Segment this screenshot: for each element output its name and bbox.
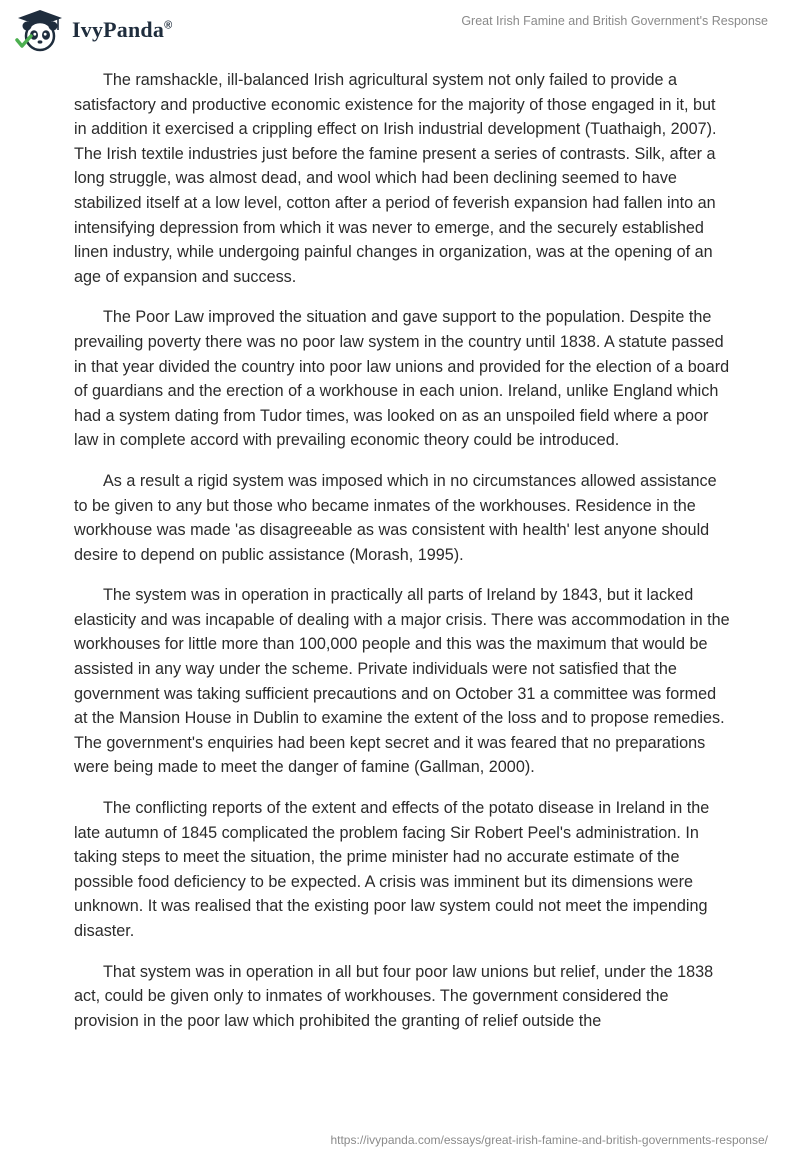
paragraph: As a result a rigid system was imposed which in no circumstances allowed assistance to be given to any but those who became inmates of the workhouses. Residence in the workhouse was made 'as disagreeable as was consistent with health' lest anyone should desire to depend on public assistance (Morash, 1995).	[74, 471, 717, 564]
brand-name	[72, 17, 172, 43]
paragraph: The conflicting reports of the extent and effects of the potato disease in Ireland in the late autumn of 1845 complicated the problem facing Sir Robert Peel's administration. In taking steps to meet the situation, the prime minister had no accurate estimate of the possible food deficiency to be expected. A crisis was imminent but its dimensions were unknown. It was realised that the existing poor law system could not meet the impending disaster.	[74, 799, 710, 940]
source-url-link[interactable]: https://ivypanda.com/essays/great-irish-famine-and-british-governments-response/	[330, 1133, 768, 1147]
essay-body	[74, 68, 730, 1049]
panda-logo-icon	[14, 8, 66, 52]
paragraph: That system was in operation in all but four poor law unions but relief, under the 1838 act, could be given only to inmates of workhouses. The government considered the provision in the poor law which prohibited the granting of relief outside the	[74, 962, 714, 1030]
brand-name-text: IvyPanda	[72, 17, 165, 42]
document-title: Great Irish Famine and British Government's Response	[461, 14, 768, 28]
registered-mark: ®	[164, 19, 173, 32]
paragraph: The system was in operation in practically all parts of Ireland by 1843, but it lacked elasticity and was incapable of dealing with a major crisis. There was accommodation in the workhouses for little more than 100,000 people and this was the maximum that would be assisted in any way under the scheme. Private individuals were not satisfied that the government was taking sufficient precautions and on October 31 a committee was formed at the Mansion House in Dublin to examine the extent of the loss and to propose remedies. The government's enquiries had been kept secret and it was feared that no preparations were being made to meet the danger of famine (Gallman, 2000).	[74, 586, 730, 777]
paragraph: The Poor Law improved the situation and gave support to the population. Despite the prevailing poverty there was no poor law system in the country until 1838. A statute passed in that year divided the country into poor law unions and provided for the election of a board of guardians and the erection of a workhouse in each union. Ireland, unlike England which had a system dating from Tudor times, was looked on as an unspoiled field where a poor law in complete accord with prevailing economic theory could be introduced.	[74, 308, 730, 450]
paragraph: The ramshackle, ill-balanced Irish agricultural system not only failed to provide a satisfactory and productive economic existence for the majority of those engaged in it, but in addition it exercised a crippling effect on Irish industrial development (Tuathaigh, 2007). The Irish textile industries just before the famine present a series of contrasts. Silk, after a long struggle, was almost dead, and wool which had been declining seemed to have stabilized itself at a low level, cotton after a period of feverish expansion had fallen into an intensifying depression from which it was never to emerge, and the securely established linen industry, while undergoing painful changes in organization, was at the opening of an age of expansion and success.	[74, 71, 717, 286]
brand-logo[interactable]	[14, 8, 172, 52]
page-header	[0, 0, 800, 64]
